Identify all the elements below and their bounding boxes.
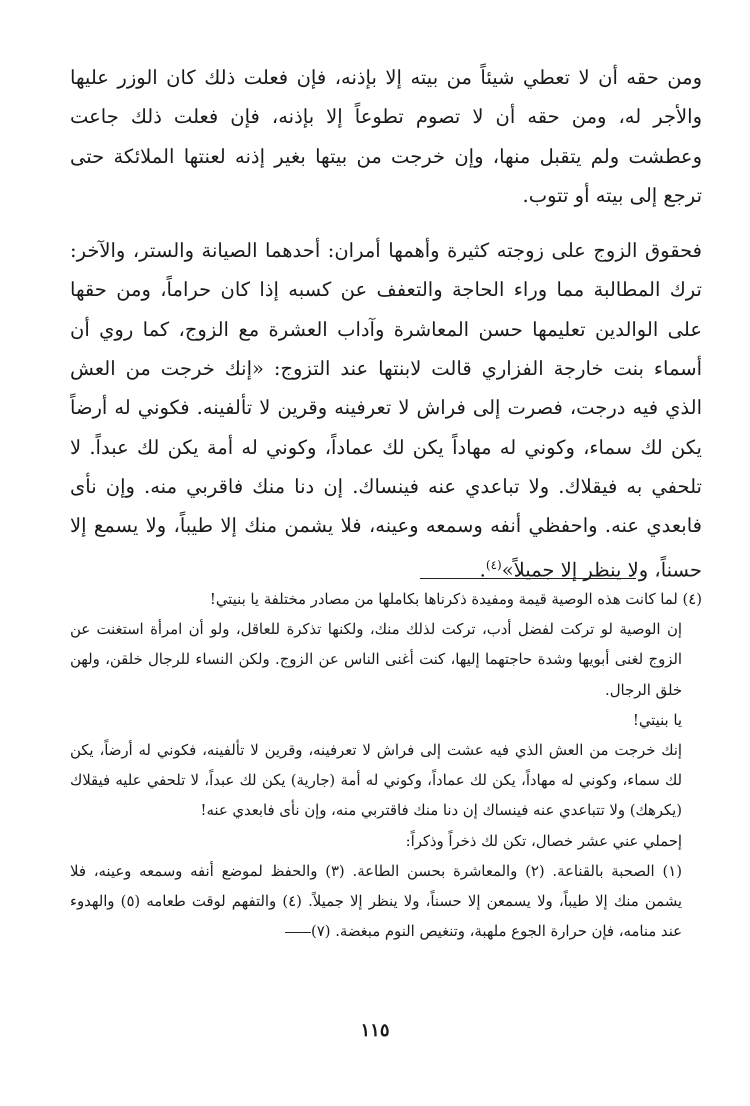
footnote-ten-qualities: (١) الصحبة بالقناعة. (٢) والمعاشرة بحسن الطاعة. (٣) والحفظ لموضع أنفه وسمعه وعينه، فلا يشمن منك إلا طيباً، ولا يسمعن إلا حسناً، ولا ينظر إلا جميلاً. (٤) والتفهم لوقت طعامه (٥) والهدوء عند منامه، فإن حرارة الجوع ملهبة، وتنغيص النوم مبغضة. (٧)	[70, 862, 683, 941]
footnote-paragraph: يا بنيتي!	[632, 711, 682, 729]
footnote-paragraph: إنك خرجت من العش الذي فيه عشت إلى فراش لا تعرفينه، وقرين لا تألفينه، فكوني له أرضاً، يكن لك سماء، وكوني له مهاداً، يكن لك عماداً، وكوني له أمة (جارية) يكن لك عبداً، لا تلحفي عليه فيقلاك (يكرهك) ولا تتباعدي عنه فينساك إن دنا منك فاقتربي منه، وإن نأى فابعدي عنه!	[70, 742, 682, 820]
footnote-paragraph: إحملي عني عشر خصال، تكن لك ذخراً وذكراً:	[405, 832, 682, 850]
paragraph-wife-advice	[70, 231, 702, 589]
closing-period: .	[479, 558, 486, 582]
footnote-reference: (٤)	[485, 557, 502, 572]
footnote-separator	[420, 578, 636, 579]
paragraph-wife-advice-text: فحقوق الزوج على زوجته كثيرة وأهمها أمران: أحدهما الصيانة والستر، والآخر: ترك المطالبة مما وراء الحاجة والتعفف عن كسبه إذا كان حراماً، ومن حقها على الوالدين تعليمها حسن المعاشرة وآداب العشرة مع الزوج، كما روي أن أسماء بنت خارجة الفزاري قالت لابنتها عند التزوج: «إنك خرجت من العش الذي فيه درجت، فصرت إلى فراش لا تعرفينه وقرين لا تألفينه. فكوني له أرضاً يكن لك سماء، وكوني له مهاداً يكن لك عماداً، وكوني له أمة يكن لك عبداً. لا تلحفي به فيقلاك. ولا تباعدي عنه فينساك. إن دنا منك فاقربي منه. وإن نأى فابعدي عنه. واحفظي أنفه وسمعه وعينه، فلا يشمن منك إلا طيباً، ولا يسمع إلا حسناً، ولا ينظر إلا جميلاً»	[70, 239, 702, 582]
page-number: ١١٥	[360, 1020, 390, 1041]
continuation-rule	[285, 932, 311, 933]
footnote-paragraph: إن الوصية لو تركت لفضل أدب، تركت لذلك منك، ولكنها تذكرة للعاقل، ولو أن امرأة استغنت عن الزوج لغنى أبويها وشدة حاجتهما إليها، كنت أغنى الناس عن الزوج. ولكن النساء للرجال خلقن، ولهن خلق الرجال.	[70, 621, 682, 699]
paragraph-husband-rights: ومن حقه أن لا تعطي شيئاً من بيته إلا بإذنه، فإن فعلت ذلك كان الوزر عليها والأجر له، ومن حقه أن لا تصوم تطوعاً إلا بإذنه، فإن فعلت ذلك جاعت وعطشت ولم يتقبل منها، وإن خرجت من بيتها بغير إذنه لعنتها الملائكة حتى ترجع إلى بيته أو تتوب.	[70, 66, 702, 207]
footnotes	[70, 585, 702, 947]
footnote-paragraph-last	[70, 857, 702, 948]
footnote-4-intro: (٤) لما كانت هذه الوصية قيمة ومفيدة ذكرناها بكاملها من مصادر مختلفة يا بنيتي!	[209, 591, 702, 608]
main-text	[70, 58, 702, 589]
